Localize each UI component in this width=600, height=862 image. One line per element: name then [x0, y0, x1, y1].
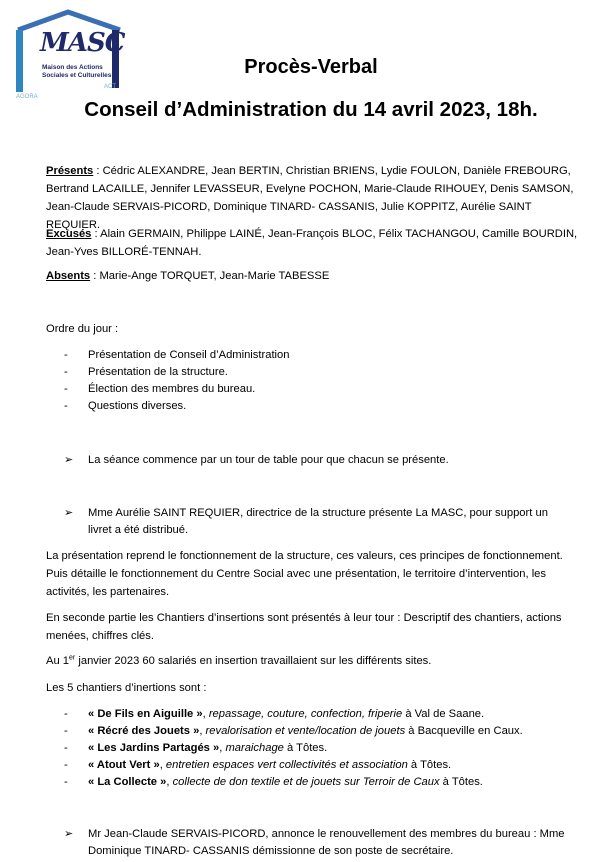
chantier-item: - « Les Jardins Partagés », maraichage à Tôtes. — [64, 742, 328, 754]
absents-label: Absents — [46, 270, 91, 282]
chantier-item: - « De Fils en Aiguille », repassage, couture, confection, friperie à Val de Saane. — [64, 708, 485, 720]
agenda-item: - Présentation de Conseil d’Administration — [64, 349, 290, 361]
arrow-point-2: ➢ Mme Aurélie SAINT REQUIER, directrice de la structure présente La MASC, pour support un livret a été distribué. — [64, 507, 548, 536]
absents-text: : Marie-Ange TORQUET, Jean-Marie TABESSE — [90, 270, 330, 282]
excuses-text: : Alain GERMAIN, Philippe LAINÉ, Jean-François BLOC, Félix TACHANGOU, Camille BOURDIN, Jean-Yves BILLORÉ-TENNAH. — [46, 228, 578, 258]
arrow-bullet-icon: ➢ — [64, 828, 74, 840]
chantier-item: - « Récré des Jouets », revalorisation et vente/location de jouets à Bacqueville en Caux. — [64, 725, 523, 737]
absents-paragraph — [46, 267, 581, 285]
presents-label: Présents — [46, 165, 94, 177]
presents-paragraph — [46, 162, 581, 234]
page-title: Procès-Verbal — [244, 56, 378, 78]
logo-subtitle: Maison des Actions Sociales et Culturelles — [42, 64, 112, 79]
logo-left-word: AGORA — [16, 94, 38, 100]
agenda-item: - Questions diverses. — [64, 400, 187, 412]
chantier-item: - « Atout Vert », entretien espaces vert collectivités et association à Tôtes. — [64, 759, 452, 771]
chantier-item: - « La Collecte », collecte de don textile et de jouets sur Terroir de Caux à Tôtes. — [64, 776, 483, 788]
excuses-label: Excusés — [46, 228, 92, 240]
agenda-heading: Ordre du jour : — [46, 323, 119, 335]
logo-brand: MASC — [40, 28, 125, 58]
agenda-item: - Présentation de la structure. — [64, 366, 228, 378]
presents-text: : Cédric ALEXANDRE, Jean BERTIN, Christian BRIENS, Lydie FOULON, Danièle FREBOURG, Bertrand LACAILLE, Jennifer LEVASSEUR, Evelyne POCHON, Marie-Claude RIHOUEY, Denis SAMSON, Jean-Claude SERVAIS-PICORD, Dominique TINARD- CASSANIS, Julie KOPPITZ, Aurélie SAINT REQUIER. — [46, 165, 574, 231]
agenda-item: - Élection des membres du bureau. — [64, 383, 256, 395]
arrow-bullet-icon: ➢ — [64, 454, 74, 466]
arrow-point-1: ➢ La séance commence par un tour de table pour que chacun se présente. — [64, 452, 574, 469]
paragraph-salaries: Au 1er janvier 2023 60 salariés en insertion travaillaient sur les différents sites. — [46, 654, 432, 667]
arrow-point-3: ➢ Mr Jean-Claude SERVAIS-PICORD, annonce le renouvellement des membres du bureau : Mme Dominique TINARD- CASSANIS démissionne de son poste de secrétaire. — [64, 828, 565, 857]
logo-right-word: ACT — [104, 84, 116, 90]
paragraph-presentation: La présentation reprend le fonctionnement de la structure, ces valeurs, ces principes de fonctionnement. Puis détaille le fonctionnement du Centre Social avec une présentation, le territoire d’intervention, les activités, les partenaires. — [46, 550, 563, 598]
masc-logo — [12, 8, 125, 100]
page-subtitle: Conseil d’Administration du 14 avril 2023, 18h. — [84, 98, 538, 121]
arrow-bullet-icon: ➢ — [64, 507, 74, 519]
paragraph-chantiers: En seconde partie les Chantiers d’insertions sont présentés à leur tour : Descriptif des chantiers, actions menées, chiffres clés. — [46, 612, 562, 642]
excuses-paragraph — [46, 225, 581, 261]
chantiers-intro: Les 5 chantiers d’inertions sont : — [46, 682, 207, 694]
